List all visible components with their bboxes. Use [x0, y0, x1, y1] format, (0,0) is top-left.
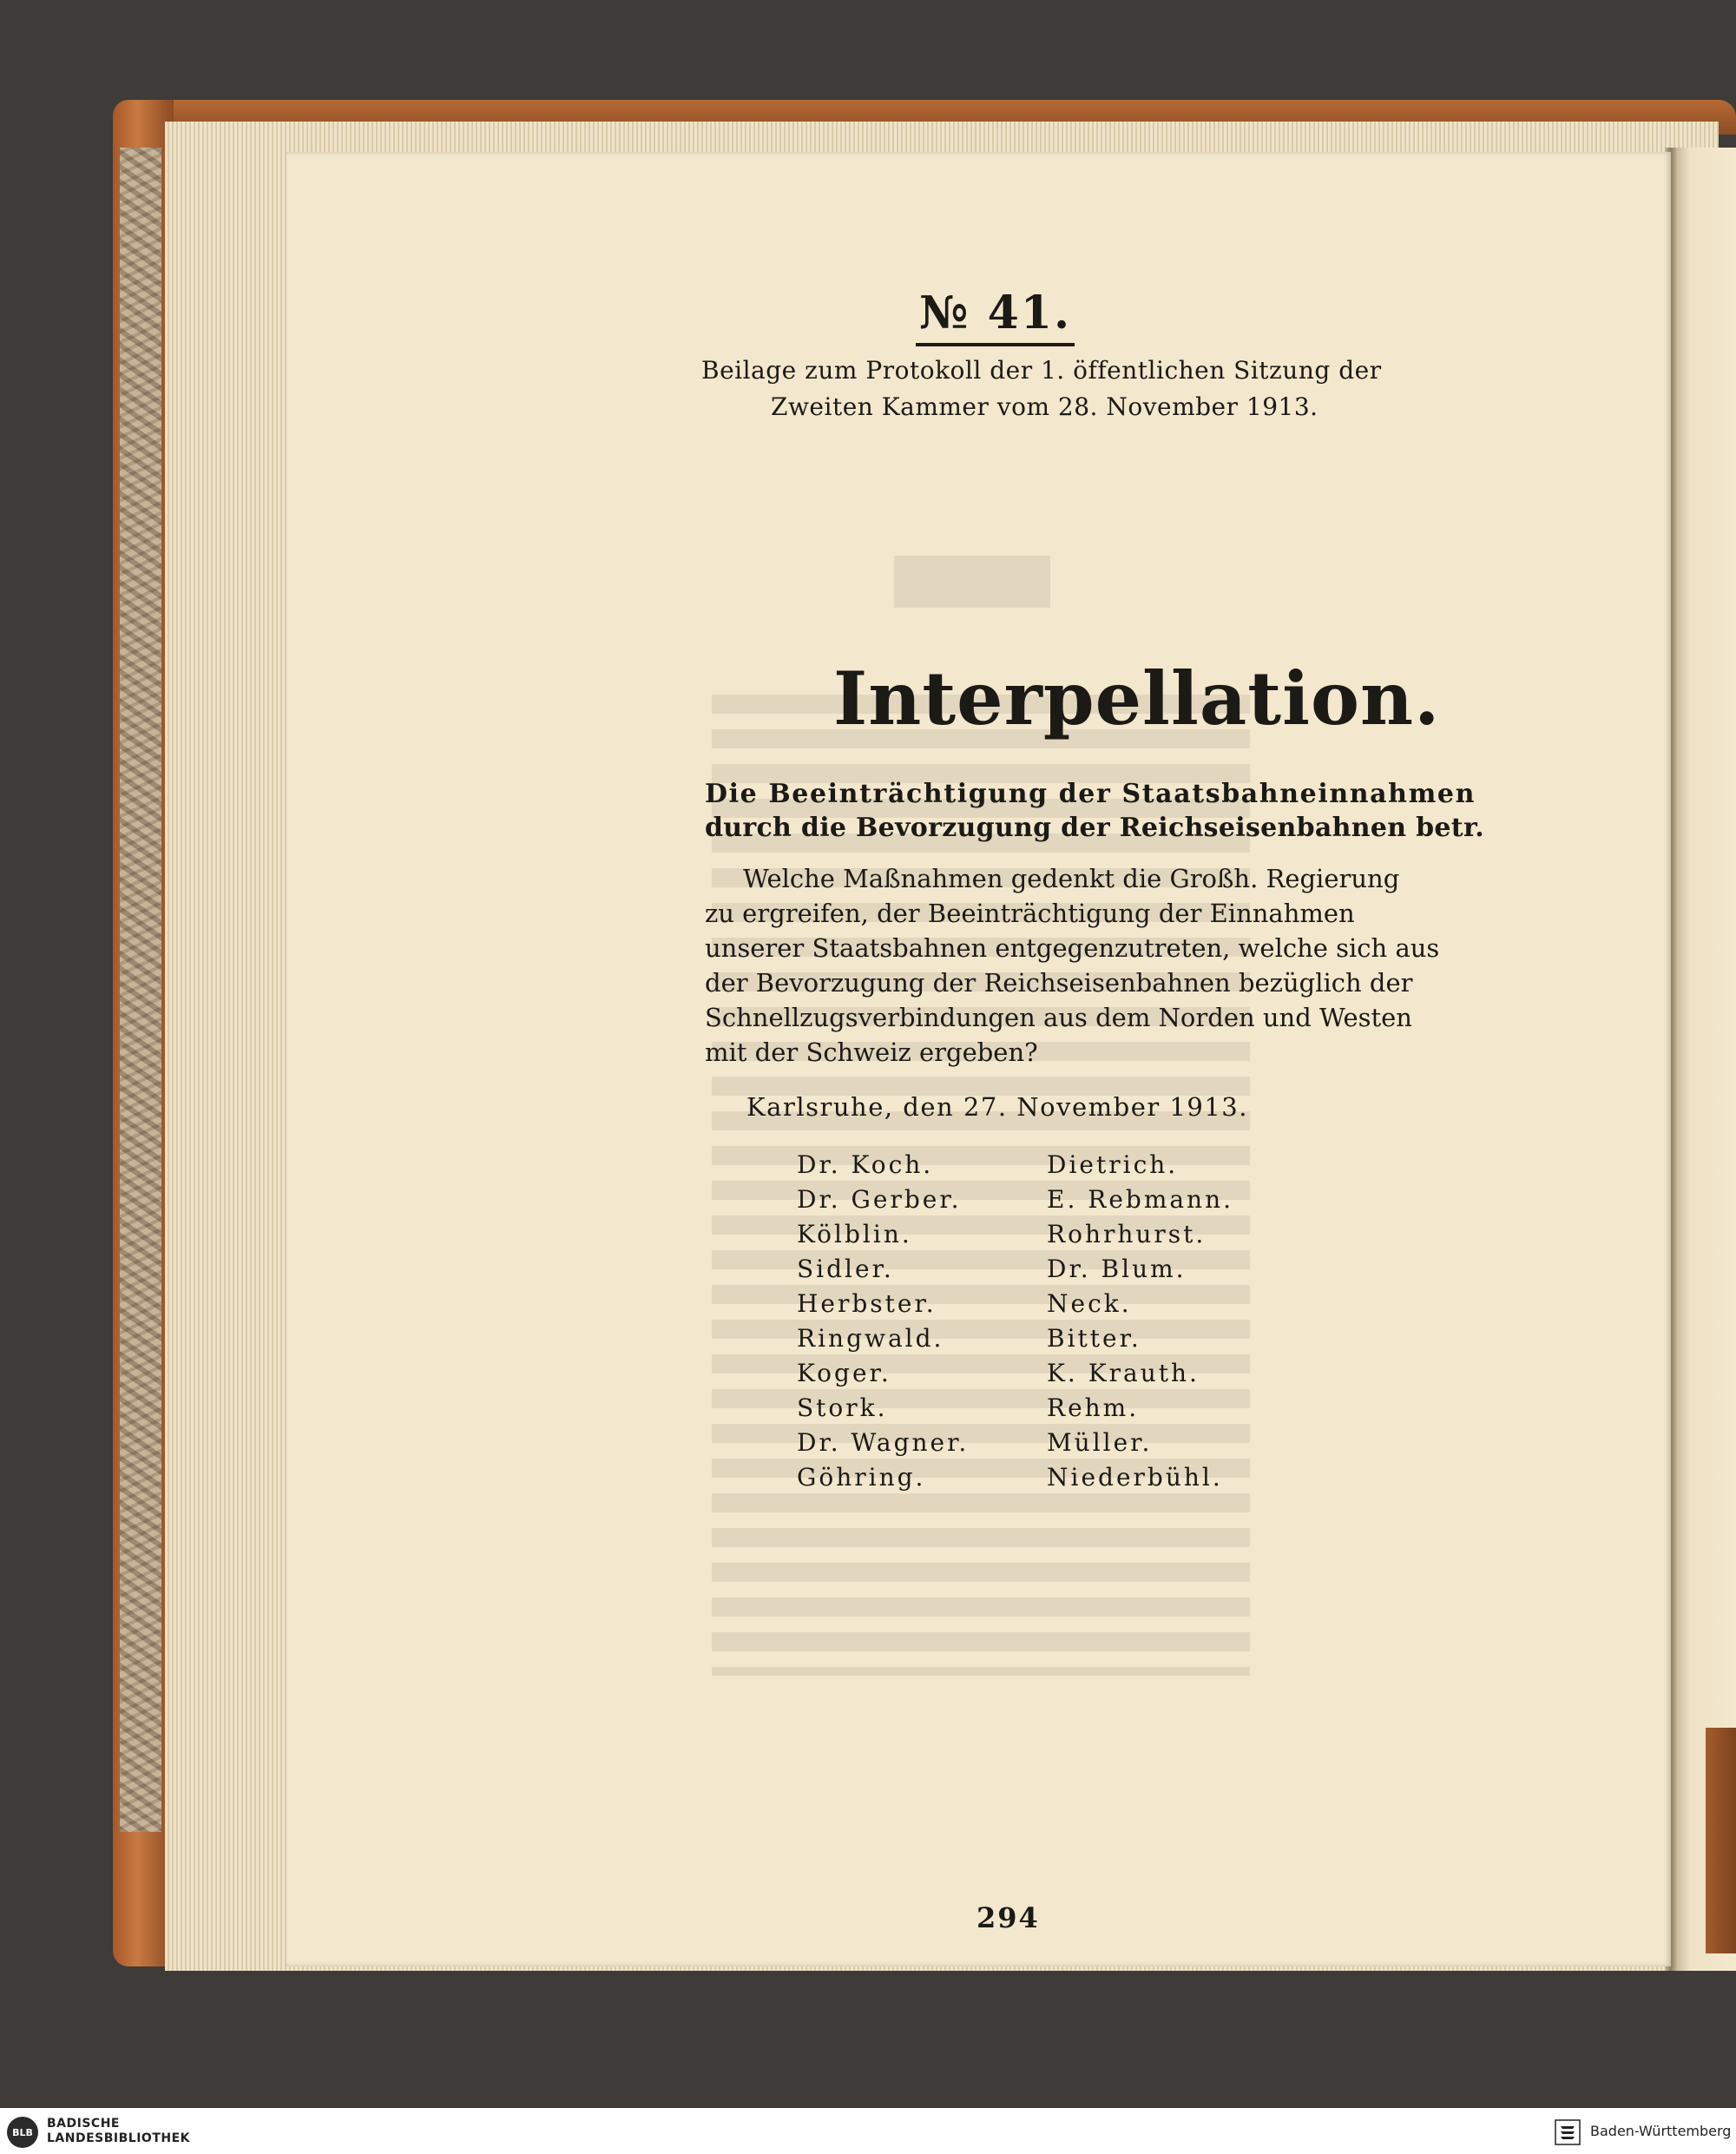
topic-line-1: Die Beeinträchtigung der Staatsbahneinnahmen [705, 779, 1476, 809]
blb-library-name[interactable] [47, 2117, 190, 2146]
body-line-4: der Bevorzugung der Reichseisenbahnen bezüglich der [705, 968, 1413, 998]
signature-left-1: Dr. Koch. [797, 1150, 934, 1179]
issue-number: № 41. [916, 287, 1075, 346]
date-line: Karlsruhe, den 27. November 1913. [746, 1092, 1248, 1122]
topic-line-2: durch die Bevorzugung der Reichseisenbahnen betr. [705, 813, 1485, 843]
blb-line-1: BADISCHE [47, 2117, 120, 2131]
signature-left-2: Dr. Gerber. [797, 1185, 962, 1214]
signature-right-6: Bitter. [1047, 1324, 1141, 1353]
subtitle-line-1: Beilage zum Protokoll der 1. öffentlichen Sitzung der [701, 356, 1382, 385]
book-right-cover [1706, 1728, 1736, 1953]
heading-interpellation: Interpellation. [833, 655, 1441, 741]
body-line-1: Welche Maßnahmen gedenkt die Großh. Regierung [743, 864, 1400, 893]
signature-right-2: E. Rebmann. [1047, 1185, 1234, 1214]
footer-bar [0, 2108, 1736, 2154]
signature-left-8: Stork. [797, 1393, 888, 1422]
marbled-page-edge [120, 148, 161, 1832]
subtitle-line-2: Zweiten Kammer vom 28. November 1913. [771, 392, 1318, 421]
signature-left-10: Göhring. [797, 1463, 926, 1492]
signature-right-5: Neck. [1047, 1289, 1132, 1318]
signature-left-6: Ringwald. [797, 1324, 944, 1353]
blb-logo-icon[interactable]: BLB [7, 2117, 38, 2148]
signature-right-8: Rehm. [1047, 1393, 1140, 1422]
signature-left-7: Koger. [797, 1359, 891, 1387]
signature-right-4: Dr. Blum. [1047, 1255, 1187, 1283]
body-line-6: mit der Schweiz ergeben? [705, 1037, 1038, 1067]
page-number: 294 [976, 1901, 1040, 1934]
signature-right-7: K. Krauth. [1047, 1359, 1200, 1387]
bleed-through-shadow [894, 556, 1050, 608]
body-line-5: Schnellzugsverbindungen aus dem Norden und Westen [705, 1003, 1412, 1032]
signature-right-3: Rohrhurst. [1047, 1220, 1207, 1248]
signature-left-3: Kölblin. [797, 1220, 912, 1248]
signature-left-9: Dr. Wagner. [797, 1428, 970, 1457]
signature-left-5: Herbster. [797, 1289, 937, 1318]
body-line-3: unserer Staatsbahnen entgegenzutreten, welche sich aus [705, 933, 1440, 963]
baden-wuerttemberg-label[interactable]: Baden-Württemberg [1590, 2123, 1732, 2139]
baden-wuerttemberg-crest-icon[interactable] [1554, 2118, 1581, 2146]
body-line-2: zu ergreifen, der Beeinträchtigung der Einnahmen [705, 899, 1355, 928]
facing-page-edge [1671, 148, 1736, 1971]
signature-left-4: Sidler. [797, 1255, 894, 1283]
signature-right-10: Niederbühl. [1047, 1463, 1223, 1492]
signature-right-9: Müller. [1047, 1428, 1153, 1457]
signature-right-1: Dietrich. [1047, 1150, 1179, 1179]
blb-line-2: LANDESBIBLIOTHEK [47, 2131, 191, 2145]
